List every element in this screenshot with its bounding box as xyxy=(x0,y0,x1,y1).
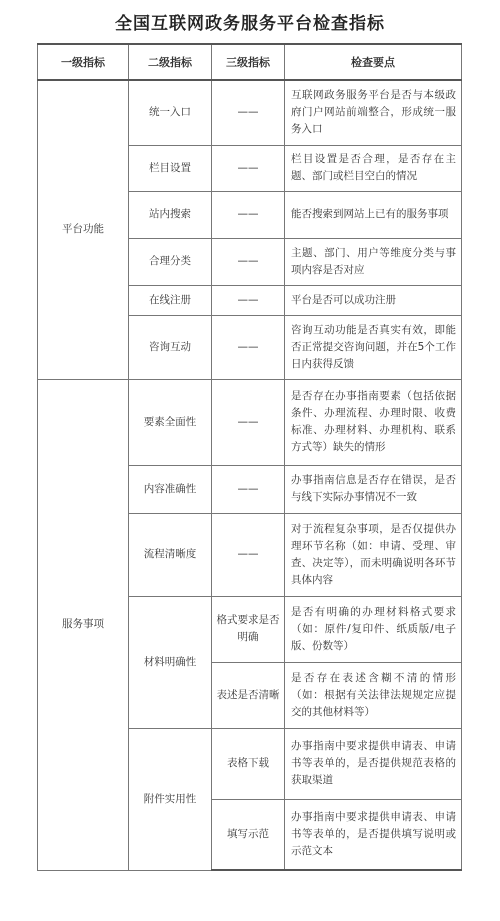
level2-cell: 在线注册 xyxy=(129,285,212,315)
level2-cell: 流程清晰度 xyxy=(129,513,212,596)
level1-platform: 平台功能 xyxy=(38,80,129,379)
level3-cell: —— xyxy=(212,238,285,285)
checkpoint-cell: 办事指南信息是否存在错误，是否与线下实际办事情况不一致 xyxy=(285,465,462,513)
level2-cell: 站内搜索 xyxy=(129,191,212,238)
checkpoint-cell: 能否搜索到网站上已有的服务事项 xyxy=(285,191,462,238)
table-row xyxy=(38,379,462,465)
indicator-table xyxy=(37,43,462,871)
checkpoint-cell: 平台是否可以成功注册 xyxy=(285,285,462,315)
level3-cell: —— xyxy=(212,315,285,379)
table-row xyxy=(38,80,462,145)
header-level3: 三级指标 xyxy=(212,44,285,80)
document-title: 全国互联网政务服务平台检查指标 xyxy=(115,14,385,34)
level1-service: 服务事项 xyxy=(38,379,129,870)
level3-cell: —— xyxy=(212,145,285,191)
checkpoint-cell: 主题、部门、用户等维度分类与事项内容是否对应 xyxy=(285,238,462,285)
level3-cell: 格式要求是否明确 xyxy=(212,596,285,662)
level2-cell: 合理分类 xyxy=(129,238,212,285)
checkpoint-cell: 办事指南中要求提供申请表、申请书等表单的，是否提供填写说明或示范文本 xyxy=(285,799,462,870)
level2-cell: 栏目设置 xyxy=(129,145,212,191)
checkpoint-cell: 办事指南中要求提供申请表、申请书等表单的，是否提供规范表格的获取渠道 xyxy=(285,728,462,799)
level2-cell: 要素全面性 xyxy=(129,379,212,465)
level2-cell: 统一入口 xyxy=(129,80,212,145)
level2-cell: 附件实用性 xyxy=(129,728,212,870)
level3-cell: —— xyxy=(212,80,285,145)
level3-cell: 表格下载 xyxy=(212,728,285,799)
header-level1: 一级指标 xyxy=(38,44,129,80)
level3-cell: —— xyxy=(212,513,285,596)
checkpoint-cell: 是否有明确的办理材料格式要求（如：原件/复印件、纸质版/电子版、份数等） xyxy=(285,596,462,662)
header-row xyxy=(38,44,462,80)
level3-cell: —— xyxy=(212,191,285,238)
level2-cell: 内容准确性 xyxy=(129,465,212,513)
header-checkpoint: 检查要点 xyxy=(285,44,462,80)
level2-cell: 咨询互动 xyxy=(129,315,212,379)
header-level2: 二级指标 xyxy=(129,44,212,80)
checkpoint-cell: 互联网政务服务平台是否与本级政府门户网站前端整合，形成统一服务入口 xyxy=(285,80,462,145)
level3-cell: —— xyxy=(212,285,285,315)
level3-cell: 填写示范 xyxy=(212,799,285,870)
checkpoint-cell: 是否存在表述含糊不清的情形（如：根据有关法律法规规定应提交的其他材料等） xyxy=(285,662,462,728)
checkpoint-cell: 栏目设置是否合理，是否存在主题、部门或栏目空白的情况 xyxy=(285,145,462,191)
level2-cell: 材料明确性 xyxy=(129,596,212,728)
level3-cell: 表述是否清晰 xyxy=(212,662,285,728)
checkpoint-cell: 咨询互动功能是否真实有效，即能否正常提交咨询问题，并在5个工作日内获得反馈 xyxy=(285,315,462,379)
level3-cell: —— xyxy=(212,465,285,513)
checkpoint-cell: 是否存在办事指南要素（包括依据条件、办理流程、办理时限、收费标准、办理材料、办理机构、联系方式等）缺失的情形 xyxy=(285,379,462,465)
checkpoint-cell: 对于流程复杂事项，是否仅提供办理环节名称（如：申请、受理、审查、决定等），而未明确说明各环节具体内容 xyxy=(285,513,462,596)
level3-cell: —— xyxy=(212,379,285,465)
